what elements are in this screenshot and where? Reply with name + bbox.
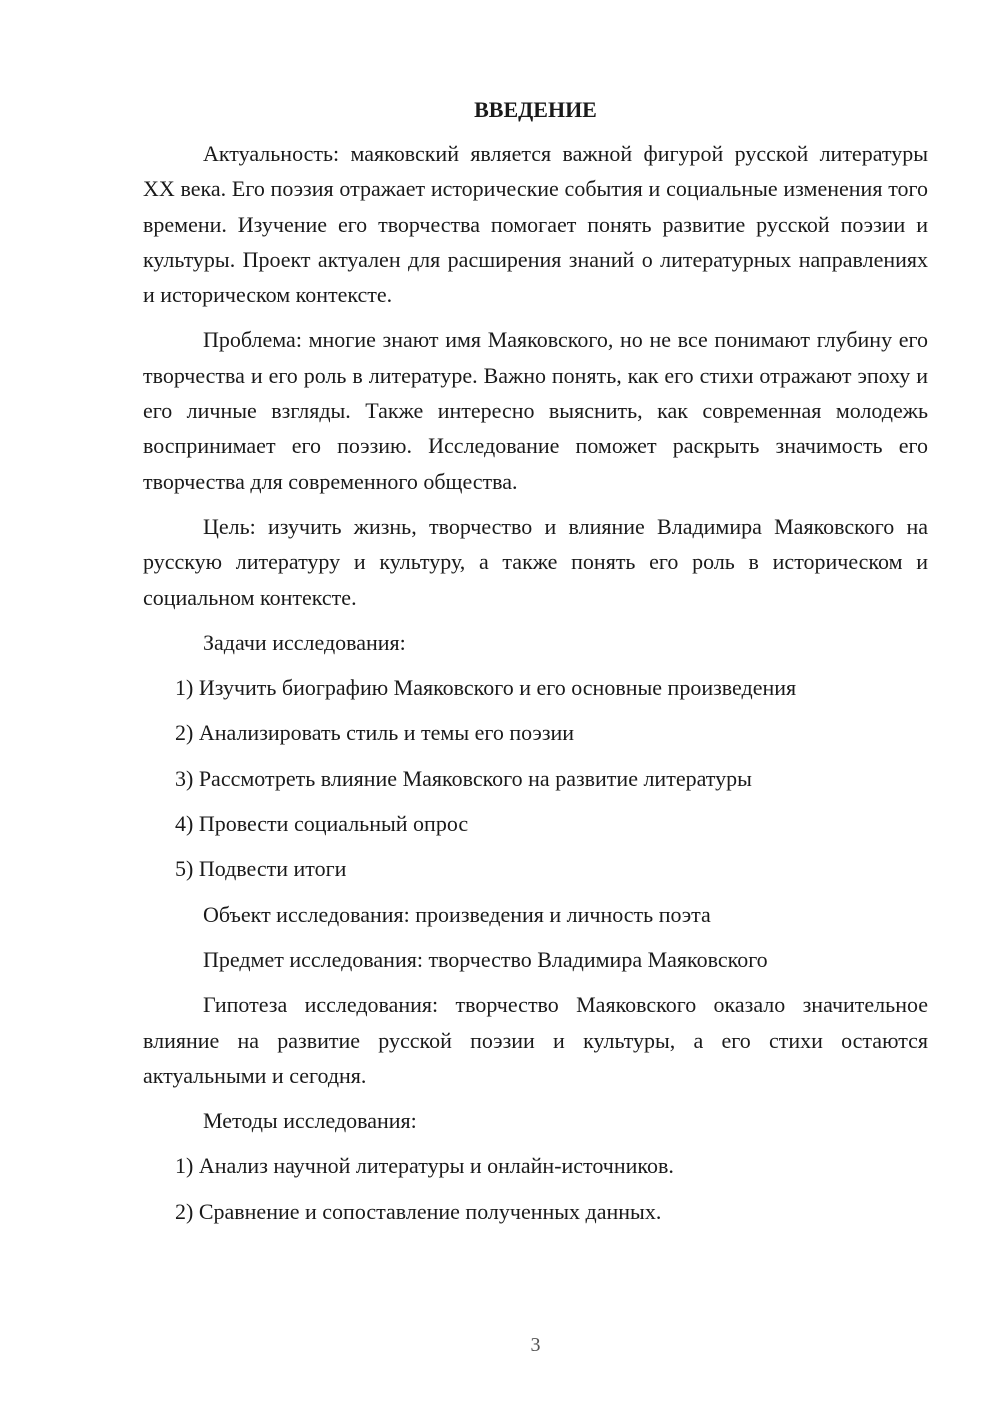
research-object: Объект исследования: произведения и личность поэта — [203, 901, 711, 927]
relevance-paragraph: Актуальность: маяковский является важной фигурой русской литературы XX века. Его поэзия отражает исторические события и социальные изменения того времени. Изучение его творчества помогает понять развитие русской поэзии и культуры. Проект актуален для расширения знаний о литературных направлениях и историческом контексте. — [143, 141, 928, 308]
section-title: ВВЕДЕНИЕ — [474, 97, 597, 122]
tasks-heading: Задачи исследования: — [203, 629, 406, 655]
problem-paragraph: Проблема: многие знают имя Маяковского, но не все понимают глубину его творчества и его роль в литературе. Важно понять, как его стихи отражают эпоху и его личные взгляды. Также интересно выяснить, как современная молодежь воспринимает его поэзию. Исследование поможет раскрыть значимость его творчества для современного общества. — [143, 327, 928, 494]
method-item-2: 2) Сравнение и сопоставление полученных данных. — [175, 1198, 662, 1224]
method-item-1: 1) Анализ научной литературы и онлайн-источников. — [175, 1153, 674, 1179]
goal-paragraph: Цель: изучить жизнь, творчество и влияние Владимира Маяковского на русскую литературу и культуру, а также понять его роль в историческом и социальном контексте. — [143, 513, 928, 610]
task-item-5: 5) Подвести итоги — [175, 856, 347, 882]
task-item-3: 3) Рассмотреть влияние Маяковского на развитие литературы — [175, 765, 752, 791]
task-item-1: 1) Изучить биографию Маяковского и его основные произведения — [175, 675, 797, 701]
research-subject: Предмет исследования: творчество Владимира Маяковского — [203, 946, 768, 972]
task-item-2: 2) Анализировать стиль и темы его поэзии — [175, 720, 575, 746]
methods-heading: Методы исследования: — [203, 1108, 417, 1134]
task-item-4: 4) Провести социальный опрос — [175, 811, 469, 837]
hypothesis-paragraph: Гипотеза исследования: творчество Маяковского оказало значительное влияние на развитие русской поэзии и культуры, а его стихи остаются актуальными и сегодня. — [143, 992, 928, 1088]
page-number: 3 — [530, 1334, 541, 1356]
